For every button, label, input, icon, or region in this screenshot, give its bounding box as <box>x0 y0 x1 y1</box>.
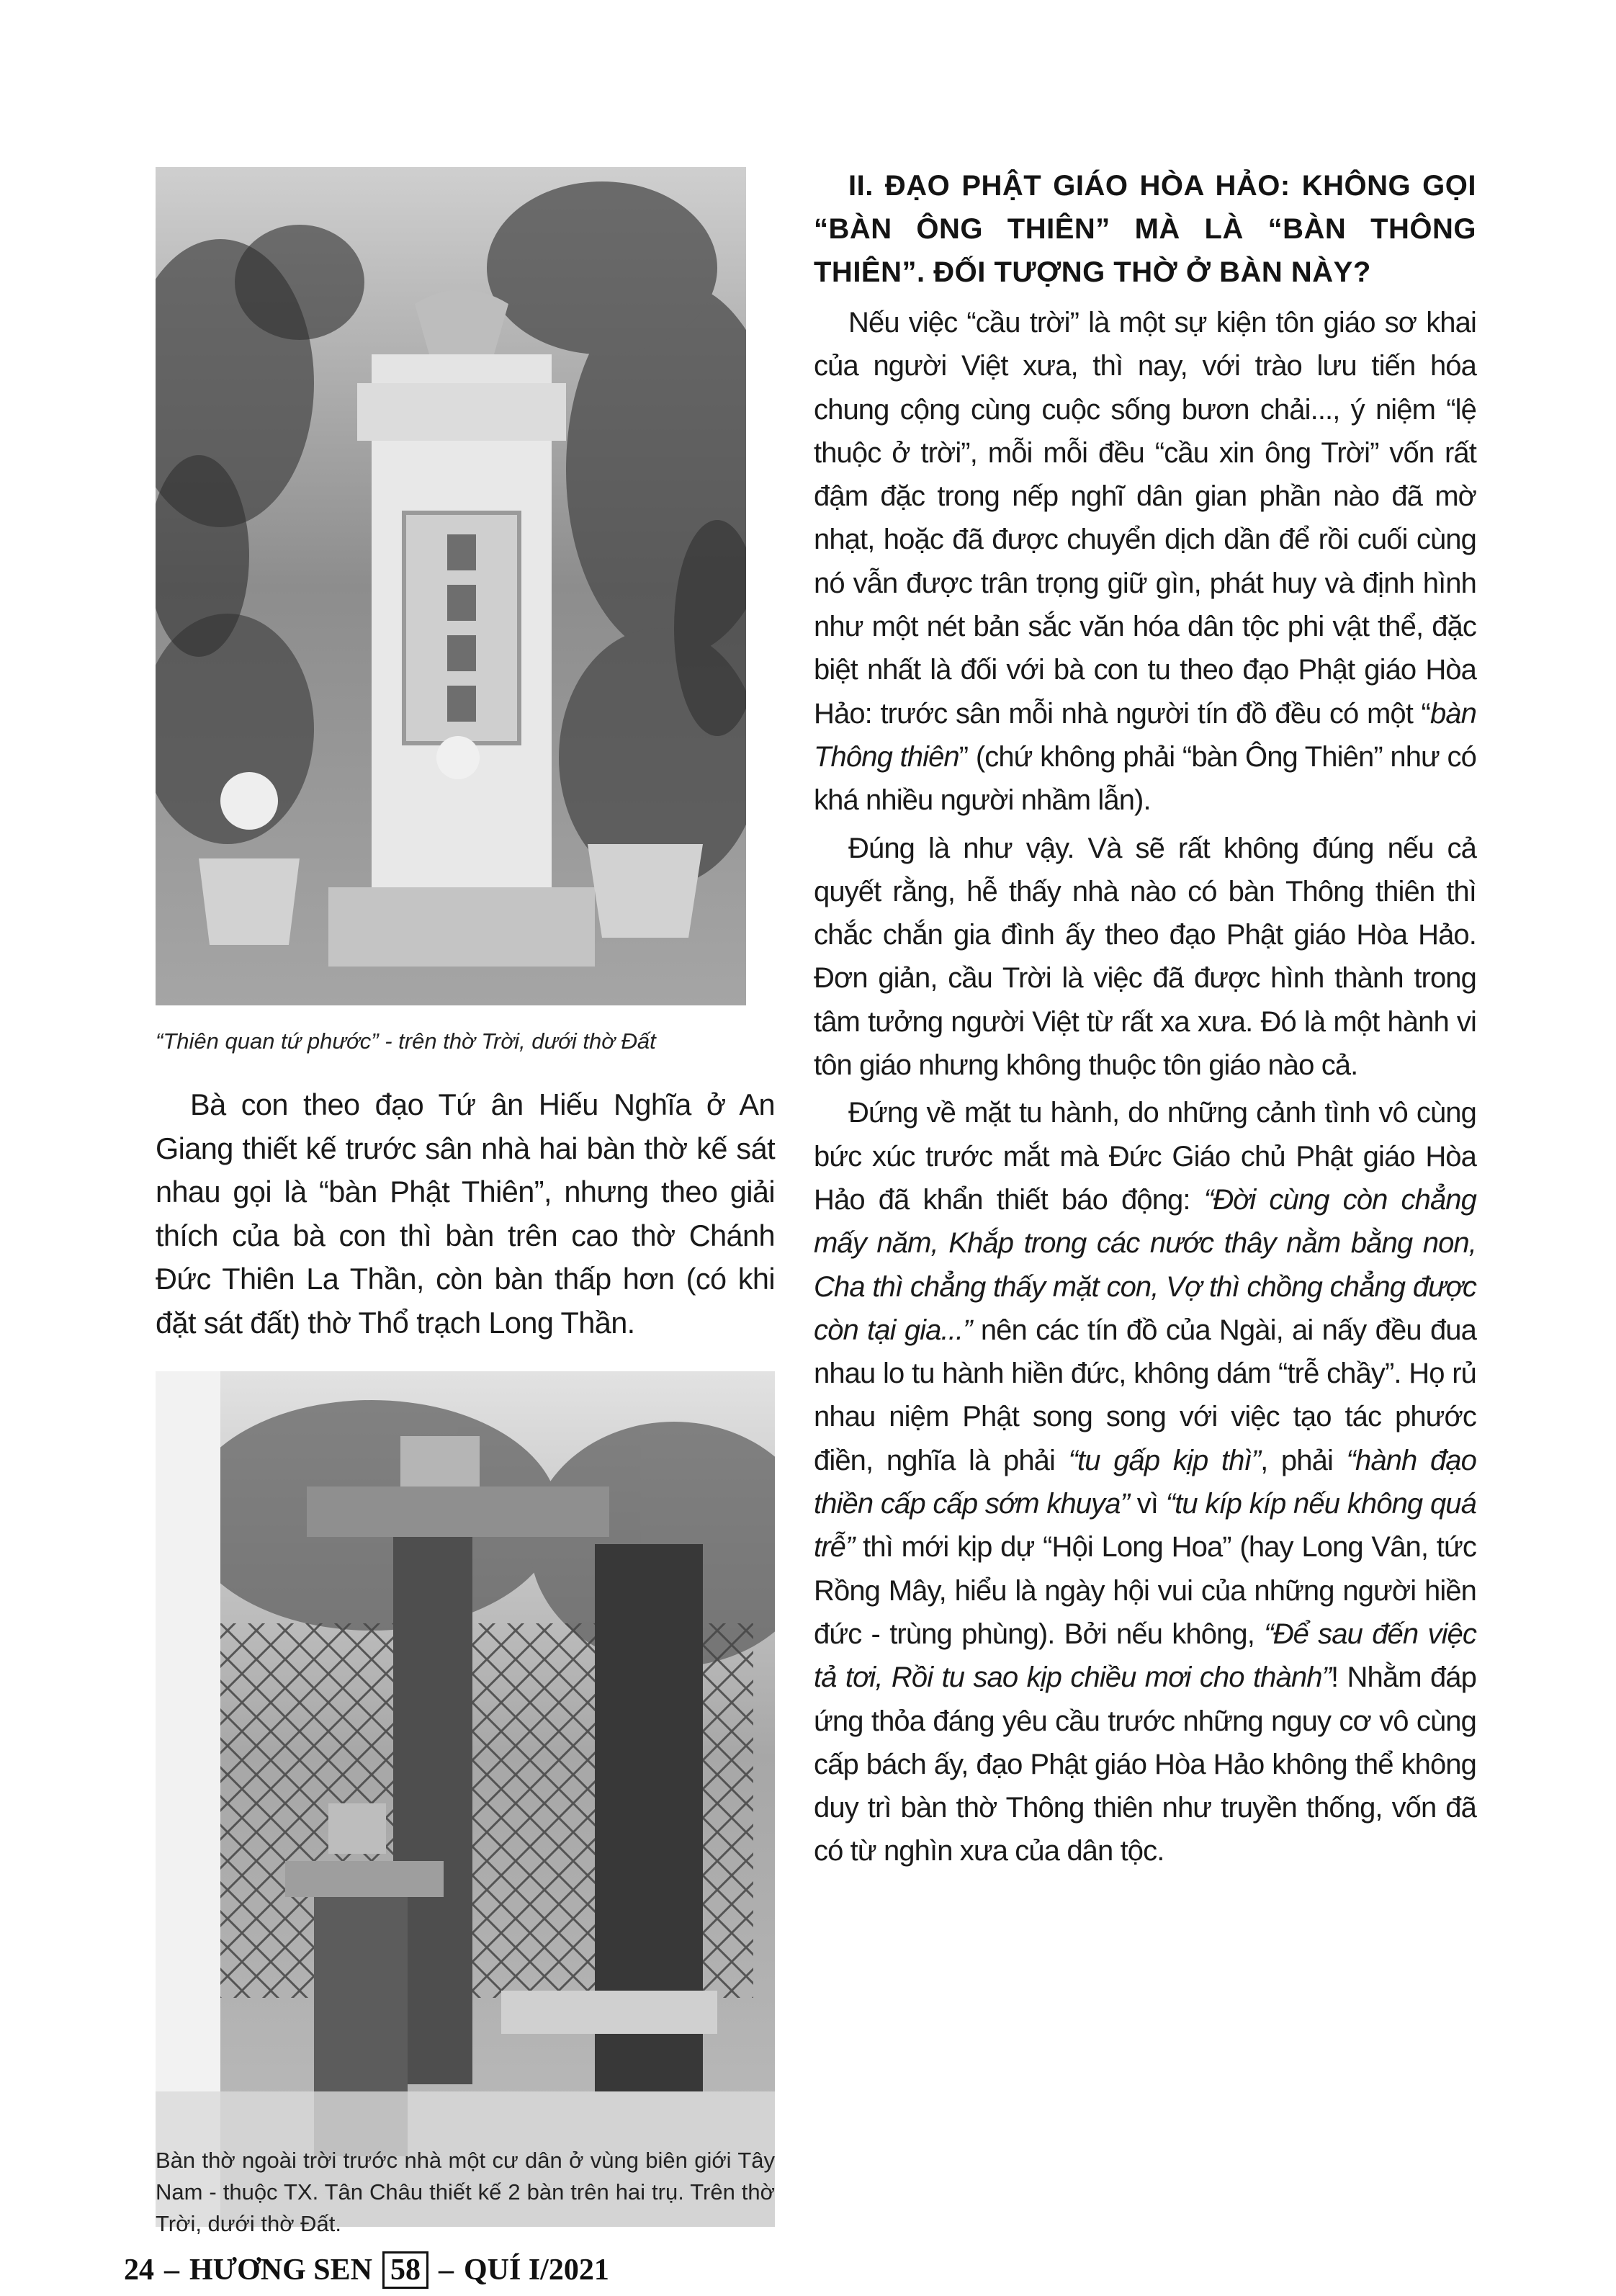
paragraph-3-quote-5: “Để sau đến việc tả tơi, Rồi tu sao kịp chiều mơi cho thành” <box>814 1618 1476 1694</box>
page-number: 24 <box>124 2254 154 2287</box>
issue-date: QUÍ I/2021 <box>463 2254 609 2287</box>
paragraph-1 <box>814 301 1476 822</box>
footer-bar <box>124 2250 609 2290</box>
paragraph-3-text-d: vì <box>1129 1488 1166 1520</box>
paragraph-3-quote-4: “tu kíp kíp nếu không quá trễ” <box>814 1488 1476 1564</box>
bottom-photo-caption: Bàn thờ ngoài trời trước nhà một cư dân ở vùng biên giới Tây Nam - thuộc TX. Tân Châu thiết kế 2 bàn trên hai trụ. Trên thờ Trời, dưới thờ Đất. <box>156 2148 775 2236</box>
paragraph-3-quote-3: “hành đạo thiền cấp cấp sớm khuya” <box>814 1444 1476 1520</box>
outdoor-altar-photo <box>156 1371 775 2227</box>
paragraph-3-quote-2: “tu gấp kịp thì” <box>1068 1444 1261 1476</box>
paragraph-3 <box>814 1091 1476 1873</box>
section-heading: II. ĐẠO PHẬT GIÁO HÒA HẢO: KHÔNG GỌI “BÀN ÔNG THIÊN” MÀ LÀ “BÀN THÔNG THIÊN”. ĐỐI TƯỢNG THỜ Ở BÀN NÀY? <box>814 170 1476 288</box>
outdoor-altar-illustration <box>156 1371 775 2227</box>
paragraph-3-text-b: nên các tín đồ của Ngài, ai nấy đều đua nhau lo tu hành hiền đức, không dám “trễ chầy”. Họ rủ nhau niệm Phật song song với việc tạo tác phước điền, nghĩa là phải <box>814 1314 1476 1476</box>
paragraph-3-quote-1: “Đời cùng còn chẳng mấy năm, Khắp trong các nước thây nằm bằng non, Cha thì chẳng thấy mặt con, Vợ thì chồng chẳng được còn tại gia...” <box>814 1183 1476 1346</box>
magazine-name: HƯƠNG SEN <box>189 2254 372 2287</box>
issue-number: 58 <box>382 2251 428 2289</box>
paragraph-3-text-a: Đứng về mặt tu hành, do những cảnh tình vô cùng bức xúc trước mắt mà Đức Giáo chủ Phật giáo Hòa Hảo đã khẩn thiết báo động: <box>814 1097 1476 1216</box>
paragraph-2: Đúng là như vậy. Và sẽ rất không đúng nếu cả quyết rằng, hễ thấy nhà nào có bàn Thông thiên thì chắc chắn gia đình ấy theo đạo Phật giáo Hòa Hảo. Đơn giản, cầu Trời là việc đã được hình thành trong tâm tưởng người Việt từ rất xa xưa. Đó là một hành vi tôn giáo nhưng không thuộc tôn giáo nào cả. <box>814 832 1476 1082</box>
paragraph-1-text-a: Nếu việc “cầu trời” là một sự kiện tôn giáo sơ khai của người Việt xưa, thì nay, với trào lưu tiến hóa chung cộng cùng cuộc sống bươn chải..., ý niệm “lệ thuộc ở trời”, mỗi mỗi đều “cầu xin ông Trời” vốn rất đậm đặc trong nếp nghĩ dân gian phần nào đã mờ nhạt, hoặc đã được chuyển dịch dần để rồi cuối cùng nó vẫn được trân trọng giữ gìn, phát huy và định hình như một nét bản sắc văn hóa dân tộc phi vật thể, đặc biệt nhất là đối với bà con tu theo đạo Phật giáo Hòa Hảo: trước sân mỗi nhà người tín đồ đều có một “ <box>814 307 1476 730</box>
paragraph-1-emphasis: bàn Thông thiên <box>814 697 1476 773</box>
footer-dash-1: – <box>164 2254 179 2287</box>
paragraph-1-text-b: ” (chứ không phải “bàn Ông Thiên” như có khá nhiều người nhầm lẫn). <box>814 740 1476 817</box>
shrine-pillar-photo <box>156 167 746 1005</box>
paragraph-3-text-c: , phải <box>1260 1444 1347 1476</box>
top-photo-caption: “Thiên quan tứ phước” - trên thờ Trời, dưới thờ Đất <box>156 1028 656 1054</box>
right-column <box>814 164 1476 1878</box>
shrine-pillar-illustration <box>156 167 746 1005</box>
paragraph-3-text-e: thì mới kịp dự “Hội Long Hoa” (hay Long Vân, tức Rồng Mây, hiểu là ngày hội vui của những người hiền đức - trùng phùng). Bởi nếu không, <box>814 1531 1476 1650</box>
paragraph-3-text-f: ! Nhằm đáp ứng thỏa đáng yêu cầu trước những nguy cơ vô cùng cấp bách ấy, đạo Phật giáo Hòa Hảo không thể không duy trì bàn thờ Thông thiên như truyền thống, vốn đã có từ nghìn xưa của dân tộc. <box>814 1662 1477 1867</box>
footer-dash-2: – <box>438 2254 454 2287</box>
left-paragraph: Bà con theo đạo Tứ ân Hiếu Nghĩa ở An Giang thiết kế trước sân nhà hai bàn thờ kế sát nhau gọi là “bàn Phật Thiên”, nhưng theo giải thích của bà con thì bàn trên cao thờ Chánh Đức Thiên La Thần, còn bàn thấp hơn (có khi đặt sát đất) thờ Thổ trạch Long Thần. <box>156 1088 775 1340</box>
